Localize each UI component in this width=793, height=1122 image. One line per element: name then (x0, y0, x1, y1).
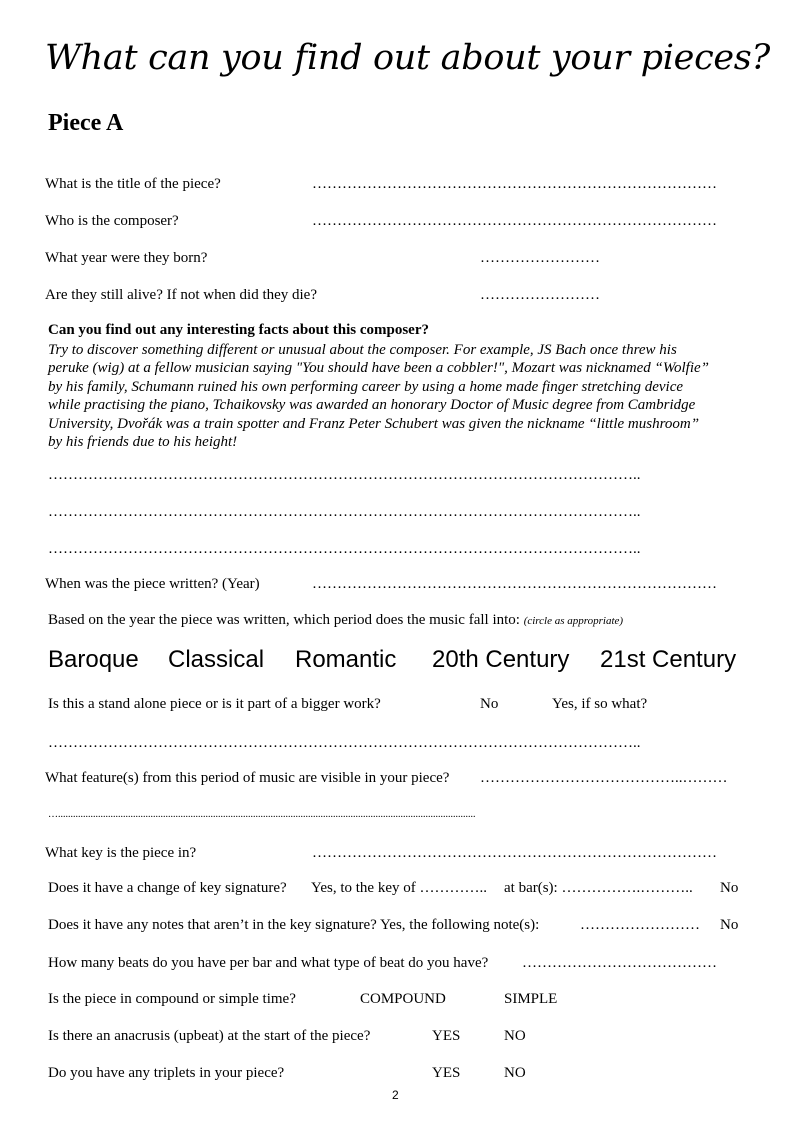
period-question-text: Based on the year the piece was written, which period does the music fall into: (48, 612, 520, 628)
key-change-question: Does it have a change of key signature? (48, 880, 287, 896)
features-question: What feature(s) from this period of music are visible in your piece? (45, 770, 450, 786)
page-number: 2 (392, 1088, 399, 1102)
composer-answer-line[interactable]: ……………………………………………………………………… (312, 213, 717, 229)
born-answer-line[interactable]: …………………… (480, 250, 600, 266)
standalone-yes-option[interactable]: Yes, if so what? (552, 696, 648, 712)
accidentals-no-option[interactable]: No (720, 917, 739, 933)
standalone-question: Is this a stand alone piece or is it part of a bigger work? (48, 696, 381, 712)
period-question (48, 612, 623, 629)
anacrusis-no-option[interactable]: NO (504, 1028, 526, 1044)
key-change-no-option[interactable]: No (720, 880, 739, 896)
written-answer-line[interactable]: ……………………………………………………………………… (312, 576, 717, 592)
period-option-classical[interactable]: Classical (168, 646, 265, 673)
time-simple-option[interactable]: SIMPLE (504, 991, 558, 1007)
page-title: What can you find out about your pieces? (45, 38, 770, 78)
facts-answer-line[interactable]: ……………………………………………………………………………………………………….. (48, 467, 641, 483)
facts-description (48, 341, 756, 451)
key-change-bars-text[interactable]: at bar(s): …………….……….. (504, 880, 693, 896)
anacrusis-yes-option[interactable]: YES (432, 1028, 461, 1044)
facts-line: by his friends due to his height! (48, 434, 238, 451)
question-title-label: What is the title of the piece? (45, 176, 221, 192)
standalone-answer-line[interactable]: ……………………………………………………………………………………………………….. (48, 735, 641, 751)
facts-line: peruke (wig) at a fellow musician saying "You should have been a cobbler!", Mozart was nicknamed “Wolfie” (48, 360, 710, 377)
standalone-no-option[interactable]: No (480, 696, 499, 712)
key-answer-line[interactable]: ……………………………………………………………………… (312, 845, 717, 861)
triplets-yes-option[interactable]: YES (432, 1065, 461, 1081)
time-compound-option[interactable]: COMPOUND (360, 991, 446, 1007)
anacrusis-question: Is there an anacrusis (upbeat) at the start of the piece? (48, 1028, 371, 1044)
question-alive-label: Are they still alive? If not when did they die? (45, 287, 317, 303)
features-answer-inline[interactable]: …………………………………..……… (480, 770, 728, 786)
triplets-no-option[interactable]: NO (504, 1065, 526, 1081)
period-option-20th-century[interactable]: 20th Century (432, 646, 570, 673)
accidentals-answer-line[interactable]: …………………… (580, 917, 700, 933)
period-option-baroque[interactable]: Baroque (48, 646, 139, 673)
title-answer-line[interactable]: ……………………………………………………………………… (312, 176, 717, 192)
piece-heading: Piece A (48, 110, 124, 136)
triplets-question: Do you have any triplets in your piece? (48, 1065, 285, 1081)
facts-heading: Can you find out any interesting facts about this composer? (48, 322, 429, 338)
beats-answer-line[interactable]: ………………………………… (522, 955, 717, 971)
facts-answer-line[interactable]: ……………………………………………………………………………………………………….. (48, 504, 641, 520)
question-written-label: When was the piece written? (Year) (45, 576, 260, 592)
facts-answer-line[interactable]: ……………………………………………………………………………………………………….. (48, 541, 641, 557)
facts-line: Try to discover something different or unusual about the composer. For example, JS Bach once threw his (48, 342, 677, 358)
alive-answer-line[interactable]: …………………… (480, 287, 600, 303)
facts-line: University, Dvořák was a train spotter and Franz Peter Schubert was given the nickname “little mushroom” (48, 415, 700, 432)
key-question: What key is the piece in? (45, 845, 197, 861)
features-answer-line[interactable]: …....................................................................................................................................................................... (48, 809, 476, 820)
question-born-label: What year were they born? (45, 250, 208, 266)
time-question: Is the piece in compound or simple time? (48, 991, 296, 1007)
period-option-21st-century[interactable]: 21st Century (600, 646, 737, 673)
question-composer-label: Who is the composer? (45, 213, 179, 229)
accidentals-question: Does it have any notes that aren’t in the key signature? Yes, the following note(s): (48, 917, 540, 933)
key-change-yes-text[interactable]: Yes, to the key of ………….. (311, 880, 487, 896)
facts-line: while practising the piano, Tchaikovsky was awarded an honorary Doctor of Music degree from Cambridge (48, 397, 696, 414)
period-option-romantic[interactable]: Romantic (295, 646, 397, 673)
facts-line: by his family, Schumann ruined his own performing career by using a home made finger stretching device (48, 378, 684, 395)
beats-question: How many beats do you have per bar and what type of beat do you have? (48, 955, 489, 971)
period-note: (circle as appropriate) (523, 615, 624, 627)
